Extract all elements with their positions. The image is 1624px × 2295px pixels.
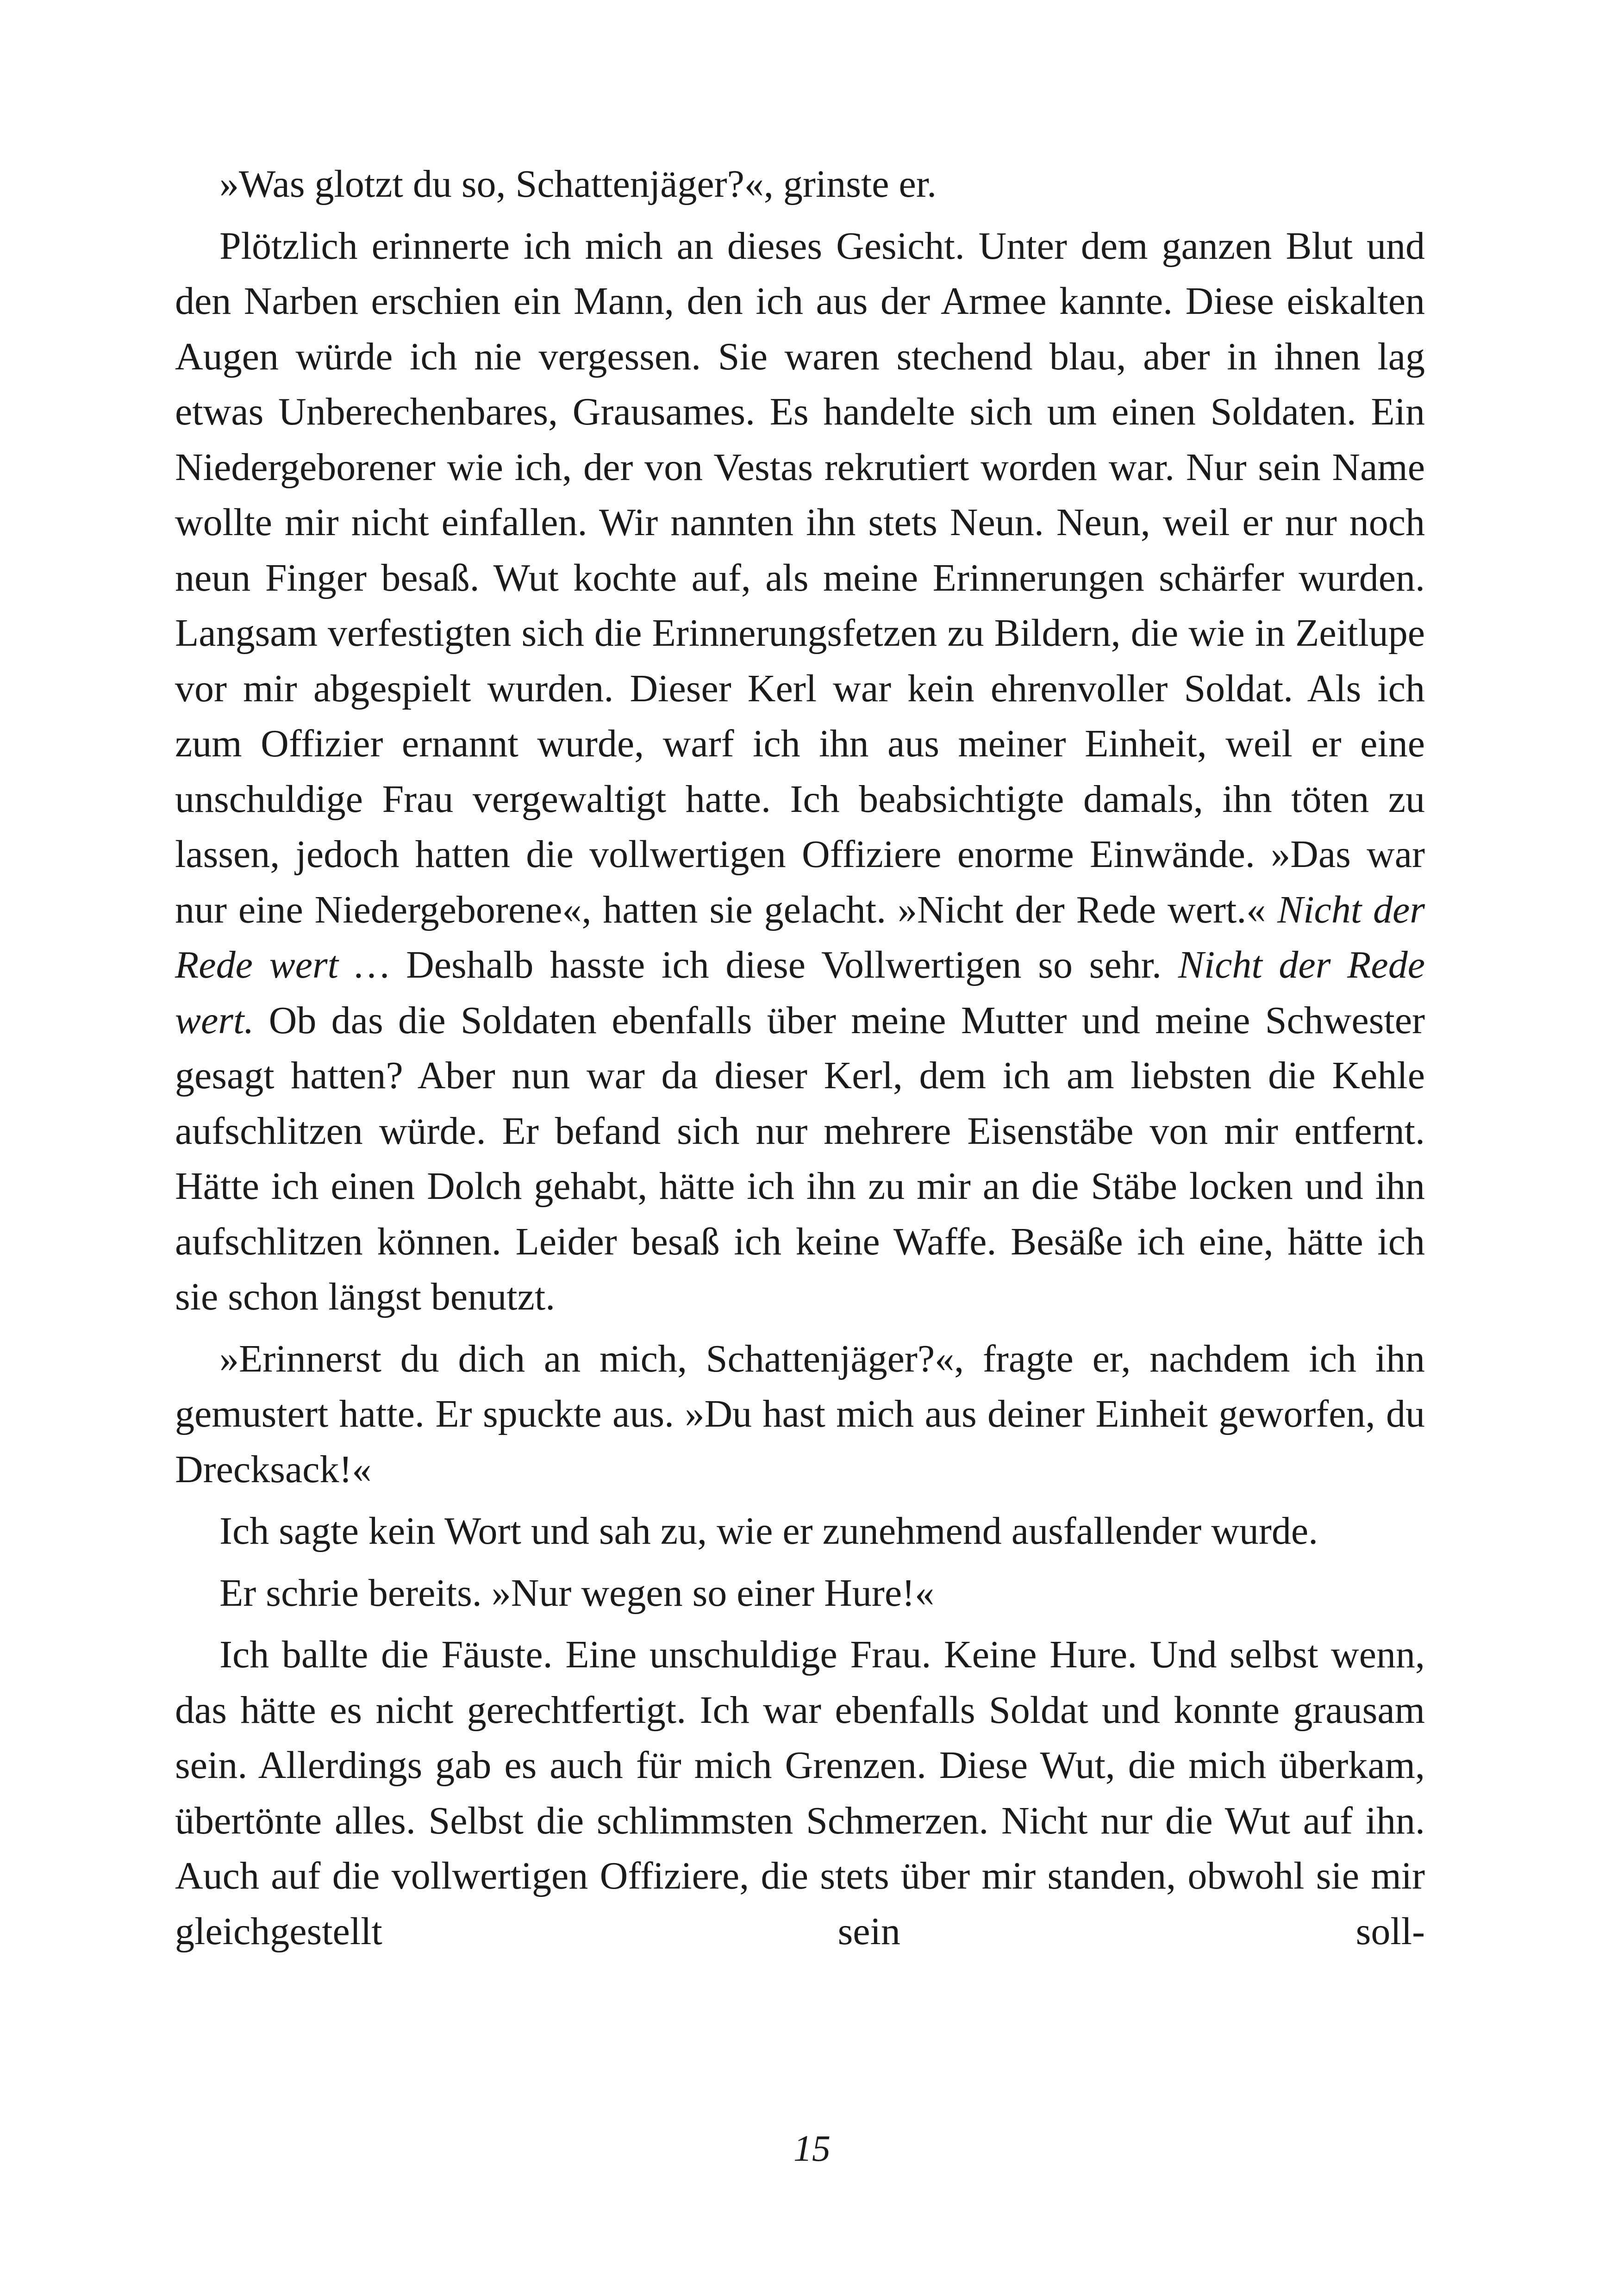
page-number: 15 (793, 2128, 831, 2169)
paragraph-6-text: Ich ballte die Fäuste. Eine unschuldige Frau. Keine Hure. Und selbst wenn, das hätte es nicht gerechtfertigt. Ich war ebenfalls Soldat und konnte grausam sein. Allerdings gab es auch für mich Grenzen. Diese Wut, die mich überkam, übertönte alles. Selbst die schlimmsten Schmerzen. Nicht nur die Wut auf ihn. Auch auf die vollwertigen Offiziere, die stets über mir standen, obwohl sie mir gleichgestellt sein soll- (175, 1633, 1425, 1953)
paragraph-5-text: Er schrie bereits. »Nur wegen so einer Hure!« (219, 1571, 935, 1615)
paragraph-6 (175, 1627, 1425, 1959)
body-text (175, 156, 1425, 1959)
paragraph-2-italic-b: Nicht der Rede wert. (175, 943, 1425, 1042)
paragraph-3 (175, 1331, 1425, 1497)
paragraph-5 (175, 1565, 1425, 1621)
paragraph-2-text-b: Deshalb hasste ich diese Vollwertigen so sehr. (389, 943, 1178, 986)
paragraph-4-text: Ich sagte kein Wort und sah zu, wie er zunehmend ausfallender wurde. (219, 1509, 1318, 1553)
paragraph-2-italic-a: Nicht der Rede wert … (175, 888, 1425, 986)
paragraph-3-text: »Erinnerst du dich an mich, Schattenjäger?«, fragte er, nachdem ich ihn gemustert hatte. Er spuckte aus. »Du hast mich aus deiner Einheit geworfen, du Drecksack!« (175, 1337, 1425, 1491)
paragraph-1 (175, 156, 1425, 212)
paragraph-2-text-c: Ob das die Soldaten ebenfalls über meine Mutter und meine Schwester gesagt hatten? Aber nun war da dieser Kerl, dem ich am liebsten die Kehle aufschlitzen würde. Er befand sich nur mehrere Eisenstäbe von mir entfernt. Hätte ich einen Dolch gehabt, hätte ich ihn zu mir an die Stäbe locken und ihn aufschlitzen können. Leider besaß ich keine Waffe. Besäße ich eine, hätte ich sie schon längst benutzt. (175, 998, 1425, 1318)
paragraph-4 (175, 1503, 1425, 1559)
paragraph-2-text-a: Plötzlich erinnerte ich mich an dieses Gesicht. Unter dem ganzen Blut und den Narben erschien ein Mann, den ich aus der Armee kannte. Diese eiskalten Augen würde ich nie vergessen. Sie waren stechend blau, aber in ihnen lag etwas Unberechenbares, Grausames. Es handelte sich um einen Soldaten. Ein Niedergeborener wie ich, der von Vestas rekrutiert worden war. Nur sein Name wollte mir nicht einfallen. Wir nannten ihn stets Neun. Neun, weil er nur noch neun Finger besaß. Wut kochte auf, als meine Erinnerungen schärfer wurden. Langsam verfestigten sich die Erinnerungsfetzen zu Bildern, die wie in Zeitlupe vor mir abgespielt wurden. Dieser Kerl war kein ehrenvoller Soldat. Als ich zum Offizier ernannt wurde, warf ich ihn aus meiner Einheit, weil er eine unschuldige Frau vergewaltigt hatte. Ich beabsichtigte damals, ihn töten zu lassen, jedoch hatten die vollwertigen Offiziere enorme Einwände. »Das war nur eine Niedergeborene«, hatten sie gelacht. »Nicht der Rede wert.« (175, 224, 1425, 931)
paragraph-1-text: »Was glotzt du so, Schattenjäger?«, grinste er. (219, 162, 937, 206)
paragraph-2 (175, 218, 1425, 1325)
